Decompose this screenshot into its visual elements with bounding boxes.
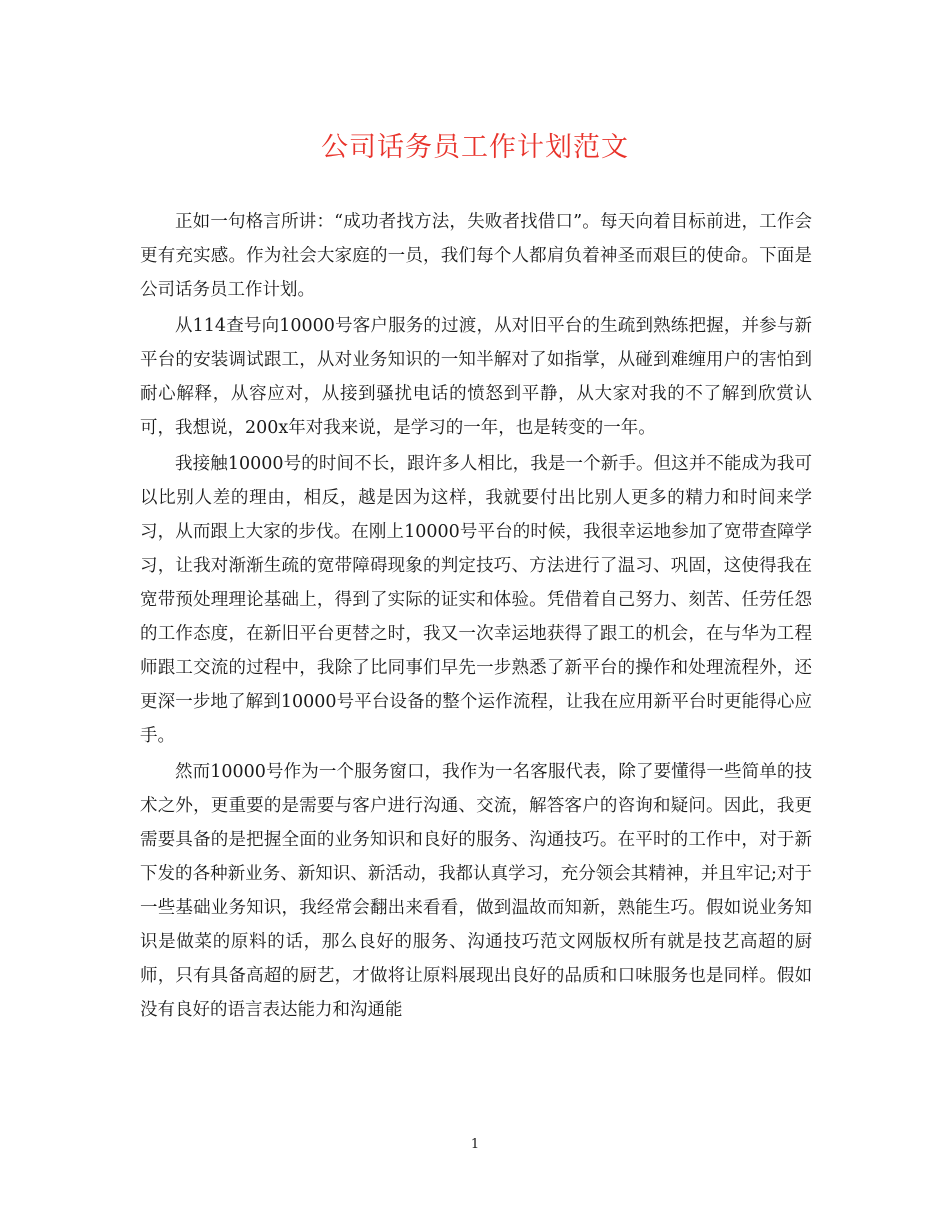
page-number: 1 [470, 1137, 480, 1152]
paragraph-learning: 我接触10000号的时间不长，跟许多人相比，我是一个新手。但这并不能成为我可以比别人差的理由，相反，越是因为这样，我就要付出比别人更多的精力和时间来学习，从而跟上大家的步伐。在刚上10000号平台的时候，我很幸运地参加了宽带查障学习，让我对渐渐生疏的宽带障碍现象的判定技巧、方法进行了温习、巩固，这使得我在宽带预处理理论基础上，得到了实际的证实和体验。凭借着自己努力、刻苦、任劳任怨的工作态度，在新旧平台更替之时，我又一次幸运地获得了跟工的机会，在与华为工程师跟工交流的过程中，我除了比同事们早先一步熟悉了新平台的操作和处理流程外，还更深一步地了解到10000号平台设备的整个运作流程，让我在应用新平台时更能得心应手。 [140, 454, 812, 746]
paragraph-intro: 正如一句格言所讲：“成功者找方法，失败者找借口”。每天向着目标前进，工作会更有充实感。作为社会大家庭的一员，我们每个人都肩负着神圣而艰巨的使命。下面是公司话务员工作计划。 [140, 212, 812, 300]
paragraph-service: 然而10000号作为一个服务窗口，我作为一名客服代表，除了要懂得一些简单的技术之外，更重要的是需要与客户进行沟通、交流，解答客户的咨询和疑问。因此，我更需要具备的是把握全面的业务知识和良好的服务、沟通技巧。在平时的工作中，对于新下发的各种新业务、新知识、新活动，我都认真学习，充分领会其精神，并且牢记;对于一些基础业务知识，我经常会翻出来看看，做到温故而知新，熟能生巧。假如说业务知识是做菜的原料的话，那么良好的服务、沟通技巧范文网版权所有就是技艺高超的厨师，只有具备高超的厨艺，才做将让原料展现出良好的品质和口味服务也是同样。假如没有良好的语言表达能力和沟通能 [140, 762, 812, 1020]
paragraph-transition: 从114查号向10000号客户服务的过渡，从对旧平台的生疏到熟练把握，并参与新平台的安装调试跟工，从对业务知识的一知半解对了如指掌，从碰到难缠用户的害怕到耐心解释，从容应对，从接到骚扰电话的愤怒到平静，从大家对我的不了解到欣赏认可，我想说，200x年对我来说，是学习的一年，也是转变的一年。 [140, 316, 812, 438]
document-body [140, 205, 812, 1029]
document-title: 公司话务员工作计划范文 [321, 132, 629, 163]
